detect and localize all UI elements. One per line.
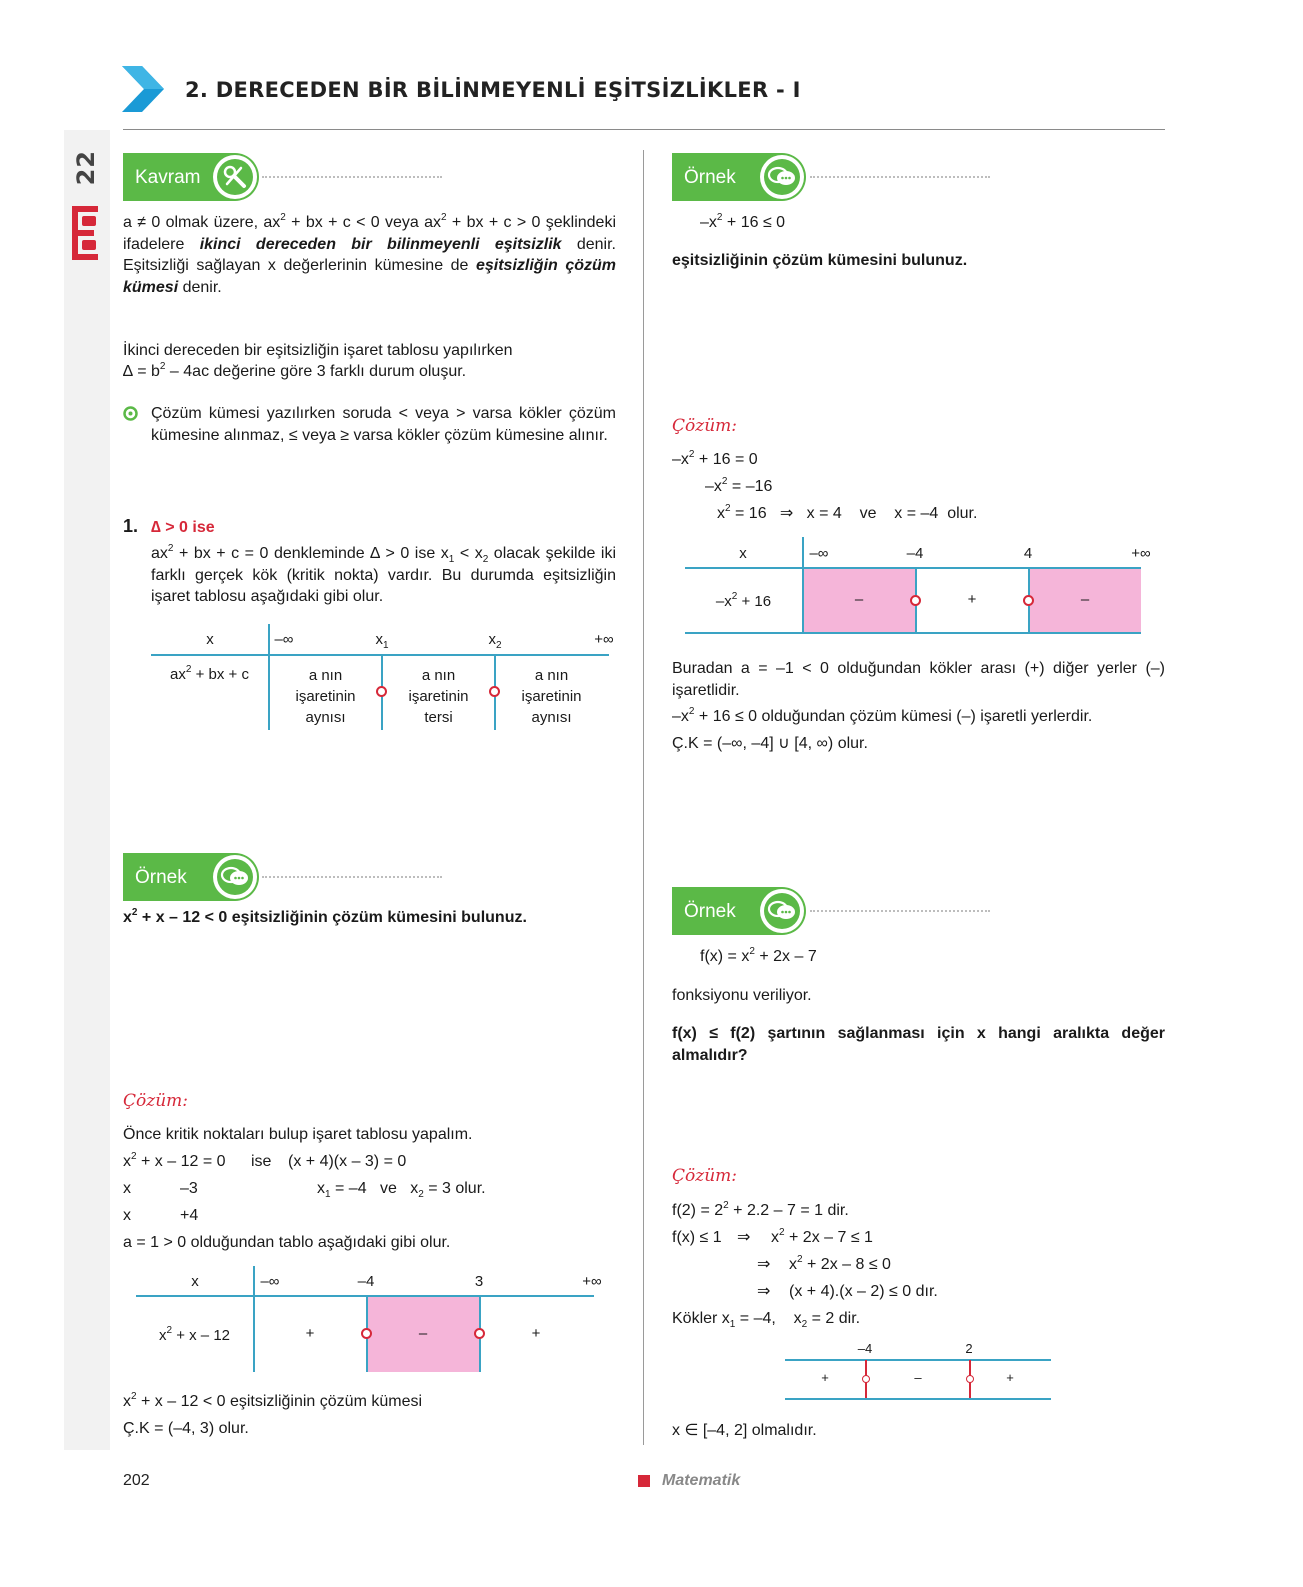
ornek1-line4a: x — [123, 1207, 131, 1224]
ornek3-badge-label: Örnek — [684, 901, 736, 922]
ornek3-step2c: $x^2 + 2x - 7 \le 1$ — [771, 1227, 873, 1246]
ornek2-cozum-label: Çözüm: — [672, 416, 737, 436]
ornek1-question: $x^2 + x - 12 < 0$ eşitsizliğinin çözüm kümesini bulunuz. — [123, 907, 527, 926]
case-title: ∆ > 0 ise — [151, 519, 215, 536]
target-bullet-icon — [123, 406, 138, 421]
ornek2-dots — [810, 176, 990, 178]
root-marker-minus4 — [910, 595, 921, 606]
ornek1-line2c: (x + 4)(x – 3) = 0 — [288, 1153, 407, 1170]
table2-sign-3: + — [531, 1325, 541, 1342]
kavram-p2-line1: İkinci dereceden bir eşitsizliğin işaret tablosu yapılırken — [123, 342, 513, 359]
root-marker-3 — [474, 1328, 485, 1339]
table1-cell-2: a nın işaretinin tersi — [408, 667, 469, 726]
table3-sign-1: – — [854, 591, 864, 608]
ornek1-line5: a = 1 > 0 olduğundan tablo aşağıdaki gibi olur. — [123, 1234, 451, 1251]
root-marker-x1 — [376, 686, 387, 697]
ornek1-line2a: $x^2 + x - 12 = 0$ — [123, 1151, 226, 1170]
ornek3-badge — [672, 887, 806, 935]
tools-icon — [213, 155, 257, 199]
ornek3-step4b: (x + 4).(x – 2) ≤ 0 dır. — [789, 1283, 938, 1300]
table2-root1: –4 — [357, 1273, 375, 1290]
table2-minf: –∞ — [260, 1273, 280, 1290]
ornek2-step2: $-x^2 = -16$ — [705, 476, 773, 495]
table2-sign-1: + — [305, 1325, 315, 1342]
ornek3-step3b: $x^2 + 2x - 8 \le 0$ — [789, 1254, 891, 1273]
side-page-number: 22 — [72, 150, 100, 186]
root-marker-4 — [1023, 595, 1034, 606]
footer-subject: Matematik — [662, 1472, 741, 1489]
ornek2-step1: $-x^2 + 16 = 0$ — [672, 449, 758, 468]
side-label — [66, 150, 106, 260]
table1-x2: $x_2$ — [488, 631, 502, 651]
ornek1-badge-label: Örnek — [135, 867, 187, 888]
table1-x: x — [206, 631, 214, 648]
ornek3-answer: x ∈ [–4, 2] olmalıdır. — [672, 1422, 817, 1439]
case-number: 1. — [123, 516, 139, 536]
kavram-p2-line2: ∆ = $b^2 - 4ac$ değerine göre 3 farklı durum oluşur. — [123, 361, 467, 380]
table1-cell-3: a nın işaretinin aynısı — [521, 667, 582, 726]
line-root1: –4 — [857, 1341, 873, 1356]
kavram-note: Çözüm kümesi yazılırken soruda < veya > varsa kökler çözüm kümesine alınmaz, ≤ veya ≥ varsa kökler çözüm kümesine alınır. — [151, 405, 616, 444]
speech-bubbles-icon — [760, 889, 804, 933]
ornek3-step4a: ⇒ — [757, 1283, 771, 1300]
root-marker-x2 — [489, 686, 500, 697]
page-sidebar — [64, 130, 110, 1450]
table3-minf: –∞ — [809, 545, 829, 562]
page-number: 202 — [123, 1472, 150, 1489]
ornek2-badge — [672, 153, 806, 201]
ornek3-question: f(x) ≤ f(2) şartının sağlanması için x hangi aralıkta değer almalıdır? — [672, 1025, 1165, 1064]
ornek3-step3a: ⇒ — [757, 1256, 771, 1273]
table3-x: x — [739, 545, 747, 562]
speech-bubbles-icon — [213, 855, 257, 899]
ornek2-question: eşitsizliğinin çözüm kümesini bulunuz. — [672, 252, 968, 269]
table2-root2: 3 — [474, 1273, 484, 1290]
speech-bubbles-icon — [760, 155, 804, 199]
line-root2: 2 — [965, 1341, 973, 1356]
ornek1-line4b: +4 — [180, 1207, 199, 1224]
line-sign-3: + — [1006, 1370, 1014, 1385]
line-marker-2 — [966, 1375, 974, 1383]
table1-cell-1: a nın işaretinin aynısı — [295, 667, 356, 726]
chevron-right-icon — [122, 66, 164, 112]
table2-sign-2: – — [418, 1325, 428, 1342]
table1-x1: $x_1$ — [375, 631, 389, 651]
ornek3-given: fonksiyonu veriliyor. — [672, 987, 812, 1004]
table3-pinf: +∞ — [1131, 545, 1151, 562]
ornek2-text1: Buradan a = –1 < 0 olduğundan kökler arası (+) diğer yerler (–) işaretlidir. — [672, 660, 1165, 699]
table1-row-label: $ax^2$ + bx + c — [170, 664, 249, 683]
ornek1-line6: $x^2 + x - 12 < 0$ eşitsizliğinin çözüm kümesi — [123, 1391, 423, 1410]
page-title: 2. DERECEDEN BİR BİLİNMEYENLİ EŞİTSİZLİKLER - I — [185, 78, 801, 102]
ornek1-line3a: x — [123, 1180, 131, 1197]
footer-square-icon — [638, 1475, 650, 1487]
case-text: $ax^2$ + bx + c = 0 denkleminde ∆ > 0 ise $x_1 < x_2$ olacak şekilde iki farklı gerçek kök (kritik nokta) vardır. Bu durumda eşitsizliğin işaret tablosu aşağıdaki gibi olur. — [151, 543, 617, 605]
table3-root1: –4 — [906, 545, 924, 562]
table2-pinf: +∞ — [582, 1273, 602, 1290]
table3-row-label: $-x^2 + 16$ — [715, 591, 772, 610]
ornek3-cozum-label: Çözüm: — [672, 1166, 737, 1186]
esc-logo — [72, 206, 98, 260]
ornek3-step2a: f(x) ≤ 1 — [672, 1229, 722, 1246]
table2-row-label: $x^2 + x - 12$ — [158, 1325, 231, 1344]
line-sign-2: – — [914, 1370, 922, 1385]
ornek1-badge — [123, 853, 259, 901]
table2-x: x — [191, 1273, 199, 1290]
ornek2-text3: Ç.K = (–∞, –4] ∪ [4, ∞) olur. — [672, 735, 868, 752]
kavram-dots — [262, 176, 442, 178]
table3-root2: 4 — [1023, 545, 1033, 562]
table3-sign-2: + — [967, 591, 977, 608]
ornek3-step5: Kökler $x_1 = -4$, $x_2 = 2$ dir. — [672, 1310, 861, 1330]
ornek1-line1: Önce kritik noktaları bulup işaret tablosu yapalım. — [123, 1126, 473, 1143]
kavram-badge — [123, 153, 259, 201]
ornek1-line2b: ise — [251, 1153, 272, 1170]
ornek2-step3: $x^2 = 16$ ⇒ x = 4 ve x = –4 olur. — [717, 503, 978, 522]
ornek2-badge-label: Örnek — [684, 167, 736, 188]
header-rule — [123, 129, 1165, 130]
kavram-paragraph: a ≠ 0 olmak üzere, $ax^2$ + bx + c < 0 veya $ax^2$ + bx + c > 0 şeklindeki ifadelere ikinci dereceden bir bilinmeyenli eşitsizlik denir. Eşitsizliği sağlayan x değerlerinin kümesine de eşitsizliğin çözüm kümesi denir. — [123, 212, 617, 296]
table1-pinf: +∞ — [594, 631, 614, 648]
ornek2-text2: $-x^2 + 16 \le 0$ olduğundan çözüm kümesi (–) işaretli yerlerdir. — [672, 706, 1093, 725]
line-marker-1 — [862, 1375, 870, 1383]
ornek1-line3b: –3 — [180, 1180, 198, 1197]
kavram-badge-label: Kavram — [135, 167, 201, 188]
table1-minf: –∞ — [274, 631, 294, 648]
root-marker-minus4 — [361, 1328, 372, 1339]
ornek3-dots — [810, 910, 990, 912]
column-divider — [643, 150, 644, 1445]
ornek2-expression: $-x^2 + 16 \le 0$ — [700, 212, 786, 231]
ornek3-expression: $f(x) = x^2 + 2x - 7$ — [700, 946, 817, 965]
ornek3-step1: $f(2) = 2^2 + 2.2 - 7 = 1$ dir. — [672, 1200, 849, 1219]
ornek1-line3-roots: $x_1 = -4$ ve $x_2 = 3$ olur. — [317, 1180, 486, 1200]
line-sign-1: + — [821, 1370, 829, 1385]
table3-sign-3: – — [1080, 591, 1090, 608]
ornek1-cozum-label: Çözüm: — [123, 1091, 188, 1111]
ornek1-dots — [262, 876, 442, 878]
ornek1-line7: Ç.K = (–4, 3) olur. — [123, 1420, 249, 1437]
ornek3-step2b: ⇒ — [737, 1229, 751, 1246]
